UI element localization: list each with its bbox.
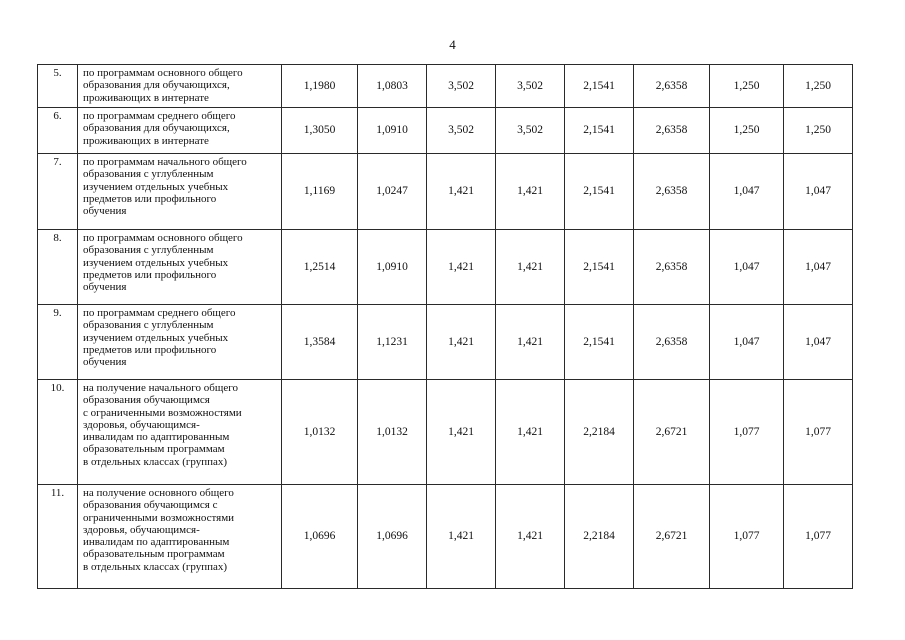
row-number-cell: 11.	[38, 485, 78, 589]
value-cell: 3,502	[427, 108, 496, 154]
row-number-cell: 6.	[38, 108, 78, 154]
table-row	[38, 485, 853, 589]
value-cell: 1,047	[784, 230, 853, 305]
value-cell: 2,6358	[634, 65, 710, 108]
table-row	[38, 230, 853, 305]
page-number: 4	[449, 37, 456, 52]
value-cell: 1,421	[496, 305, 565, 380]
value-cell: 2,6358	[634, 230, 710, 305]
value-cell: 2,6721	[634, 380, 710, 485]
value-cell: 2,2184	[565, 380, 634, 485]
value-cell: 1,421	[427, 305, 496, 380]
row-number-cell: 10.	[38, 380, 78, 485]
value-cell: 3,502	[496, 108, 565, 154]
row-description-cell: на получение основного общего образования обучающимся с ограниченными возможностями здоровья, обучающимся- инвалидам по адаптированным образовательным программам в отдельных классах (группах)	[78, 485, 282, 589]
value-cell: 1,077	[710, 485, 784, 589]
value-cell: 1,047	[710, 305, 784, 380]
value-cell: 1,0132	[282, 380, 358, 485]
value-cell: 2,1541	[565, 154, 634, 230]
value-cell: 1,1169	[282, 154, 358, 230]
value-cell: 1,0910	[358, 108, 427, 154]
value-cell: 1,0696	[358, 485, 427, 589]
value-cell: 2,1541	[565, 108, 634, 154]
value-cell: 1,250	[710, 65, 784, 108]
table-row	[38, 154, 853, 230]
table-row	[38, 108, 853, 154]
value-cell: 1,421	[496, 230, 565, 305]
row-description-cell: на получение начального общего образования обучающимся с ограниченными возможностями здоровья, обучающимся- инвалидам по адаптированным образовательным программам в отдельных классах (группах)	[78, 380, 282, 485]
value-cell: 1,0803	[358, 65, 427, 108]
value-cell: 1,077	[784, 485, 853, 589]
value-cell: 1,077	[784, 380, 853, 485]
coefficients-table	[37, 64, 853, 589]
value-cell: 1,421	[427, 485, 496, 589]
row-description-cell: по программам основного общего образования с углубленным изучением отдельных учебных предметов или профильного обучения	[78, 230, 282, 305]
value-cell: 2,6721	[634, 485, 710, 589]
value-cell: 1,421	[427, 380, 496, 485]
value-cell: 2,6358	[634, 154, 710, 230]
value-cell: 1,0910	[358, 230, 427, 305]
value-cell: 1,421	[496, 485, 565, 589]
value-cell: 1,0696	[282, 485, 358, 589]
value-cell: 1,421	[427, 230, 496, 305]
value-cell: 2,1541	[565, 305, 634, 380]
table-row	[38, 380, 853, 485]
value-cell: 1,250	[784, 65, 853, 108]
value-cell: 1,1231	[358, 305, 427, 380]
value-cell: 1,1980	[282, 65, 358, 108]
row-number-cell: 9.	[38, 305, 78, 380]
value-cell: 1,421	[496, 154, 565, 230]
row-description-cell: по программам среднего общего образования для обучающихся, проживающих в интернате	[78, 108, 282, 154]
value-cell: 2,6358	[634, 108, 710, 154]
value-cell: 1,047	[710, 230, 784, 305]
value-cell: 1,0132	[358, 380, 427, 485]
value-cell: 1,3050	[282, 108, 358, 154]
row-number-cell: 8.	[38, 230, 78, 305]
value-cell: 1,421	[427, 154, 496, 230]
value-cell: 1,047	[710, 154, 784, 230]
value-cell: 1,3584	[282, 305, 358, 380]
row-description-cell: по программам основного общего образования для обучающихся, проживающих в интернате	[78, 65, 282, 108]
value-cell: 1,077	[710, 380, 784, 485]
table-body	[38, 65, 853, 589]
value-cell: 1,047	[784, 154, 853, 230]
value-cell: 2,2184	[565, 485, 634, 589]
value-cell: 1,250	[784, 108, 853, 154]
table-row	[38, 65, 853, 108]
value-cell: 1,2514	[282, 230, 358, 305]
row-description-cell: по программам среднего общего образования с углубленным изучением отдельных учебных предметов или профильного обучения	[78, 305, 282, 380]
value-cell: 3,502	[427, 65, 496, 108]
value-cell: 1,250	[710, 108, 784, 154]
value-cell: 2,1541	[565, 230, 634, 305]
value-cell: 1,421	[496, 380, 565, 485]
value-cell: 1,0247	[358, 154, 427, 230]
value-cell: 1,047	[784, 305, 853, 380]
row-description-cell: по программам начального общего образования с углубленным изучением отдельных учебных предметов или профильного обучения	[78, 154, 282, 230]
table-row	[38, 305, 853, 380]
row-number-cell: 5.	[38, 65, 78, 108]
value-cell: 2,6358	[634, 305, 710, 380]
value-cell: 2,1541	[565, 65, 634, 108]
value-cell: 3,502	[496, 65, 565, 108]
row-number-cell: 7.	[38, 154, 78, 230]
